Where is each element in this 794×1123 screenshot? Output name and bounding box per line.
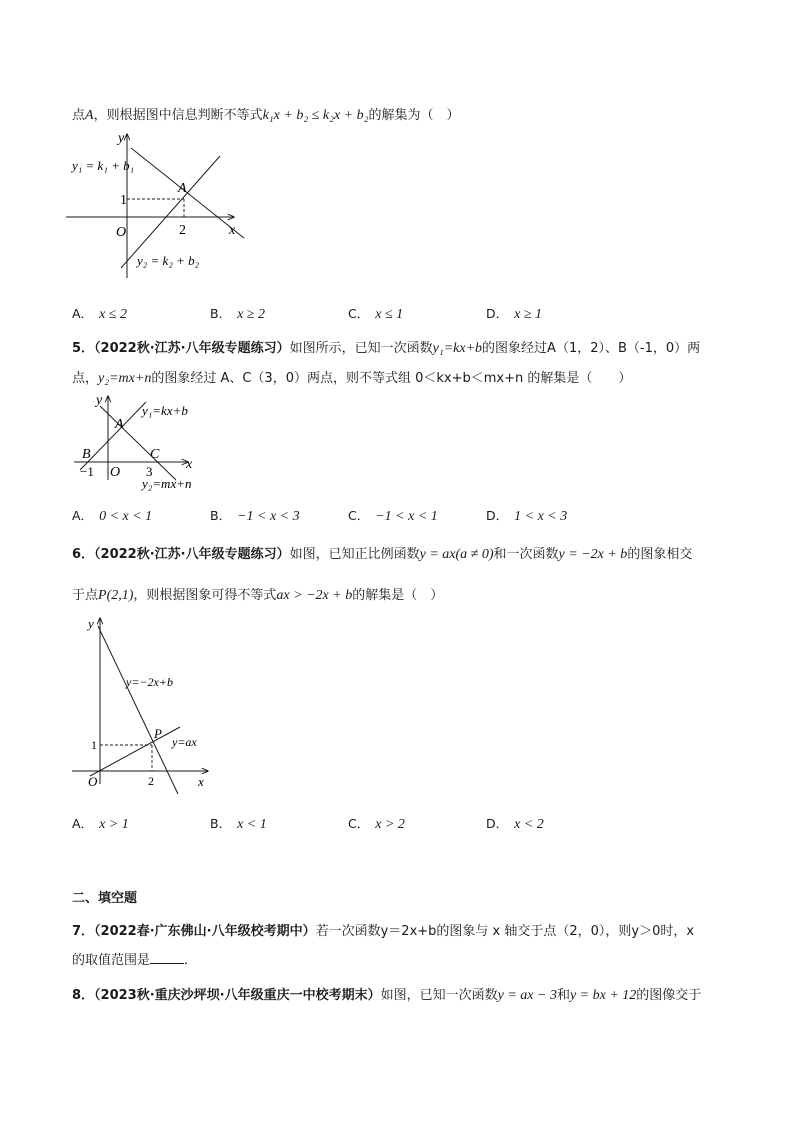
q5-stem-line2: 点，y₂=mx+n的图象经过 A、C（3，0）两点，则不等式组 0＜kx+b＜mx+n 的解集是（ ）	[72, 371, 632, 386]
section-title-fill-blank: 二、填空题	[72, 891, 138, 906]
q5-point-a: A	[115, 417, 124, 432]
q4-option-b[interactable]: B． x ≥ 2	[210, 306, 265, 322]
q6-line-ax	[90, 727, 180, 776]
q7-stem-line1: 7．（2022春·广东佛山·八年级校考期中）若一次函数y＝2x+b的图象与 x 轴交于点（2，0），则y＞0时，x	[72, 924, 695, 939]
q4-line-y2	[121, 156, 220, 268]
q6-line-steep	[98, 626, 178, 794]
q6-option-a[interactable]: A． x > 1	[72, 816, 129, 832]
q5-point-c: C	[150, 447, 160, 462]
q5-source: （2022秋·江苏·八年级专题练习）	[94, 341, 290, 356]
q5-stem-line1: 5．（2022秋·江苏·八年级专题练习）如图所示，已知一次函数y₁=kx+b的图象经过A（1，2）、B（-1，0）两	[72, 341, 701, 356]
q6-point-p: P	[154, 726, 162, 741]
q4-option-d[interactable]: D． x ≥ 1	[486, 306, 543, 322]
q4-line2-label: y₂ = k₂ + b₂	[137, 253, 200, 268]
q5-tick-neg1: −1	[80, 464, 94, 479]
q5-figure	[70, 392, 220, 494]
q4-y-label: y	[118, 131, 125, 146]
q5-x-label: x	[186, 457, 193, 472]
q7-answer-blank[interactable]	[150, 951, 184, 964]
q6-figure	[70, 614, 220, 800]
q4-origin: O	[116, 225, 127, 240]
q8-number: 8．	[72, 988, 95, 1003]
q4-option-a[interactable]: A． x ≤ 2	[72, 306, 127, 322]
q6-option-d[interactable]: D． x < 2	[486, 816, 544, 832]
q5-option-c[interactable]: C． −1 < x < 1	[348, 508, 438, 524]
q4-x-label: x	[229, 223, 236, 238]
q6-stem-line1: 6．（2022秋·江苏·八年级专题练习）如图，已知正比例函数y = ax(a ≠ 0)和一次函数y = −2x + b的图象相交	[72, 547, 693, 562]
q6-number: 6．	[72, 547, 95, 562]
q4-stem: 点A，则根据图中信息判断不等式k₁x + b₂ ≤ k₂x + b₂的解集为（ ）	[72, 108, 460, 123]
q5-option-d[interactable]: D． 1 < x < 3	[486, 508, 568, 524]
q8-stem-line1: 8．（2023秋·重庆沙坪坝·八年级重庆一中校考期末）如图，已知一次函数y = ax − 3和y = bx + 12的图像交于	[72, 988, 702, 1003]
q7-stem-line2: 的取值范围是 ．	[72, 953, 198, 968]
q5-line2-label: y₂=mx+n	[142, 476, 192, 491]
q6-line1-label: y=−2x+b	[126, 675, 173, 689]
q6-origin: O	[88, 774, 98, 789]
q8-source: （2023秋·重庆沙坪坝·八年级重庆一中校考期末）	[94, 988, 381, 1003]
q6-option-b[interactable]: B． x < 1	[210, 816, 267, 832]
q5-origin: O	[110, 465, 121, 480]
q4-option-c[interactable]: C． x ≤ 1	[348, 306, 404, 322]
q5-option-b[interactable]: B． −1 < x < 3	[210, 508, 300, 524]
q7-source: （2022春·广东佛山·八年级校考期中）	[94, 924, 316, 939]
q7-number: 7．	[72, 924, 95, 939]
q6-option-c[interactable]: C． x > 2	[348, 816, 405, 832]
q5-point-b: B	[82, 447, 91, 462]
q6-line2-label: y=ax	[172, 735, 197, 749]
q6-tick-y: 1	[91, 738, 97, 752]
q6-x-label: x	[198, 774, 204, 789]
q5-tick-3: 3	[146, 464, 153, 479]
q4-point-a: A	[178, 181, 187, 196]
q4-tick-x: 2	[179, 223, 186, 238]
q6-source: （2022秋·江苏·八年级专题练习）	[94, 547, 290, 562]
q4-inequality: k₁x + b₂ ≤ k₂x + b₂	[262, 108, 369, 123]
q5-option-a[interactable]: A． 0 < x < 1	[72, 508, 153, 524]
q4-tick-y: 1	[120, 193, 127, 208]
q6-y-label: y	[88, 616, 94, 631]
q5-number: 5．	[72, 341, 95, 356]
q6-tick-x: 2	[148, 774, 154, 788]
q4-figure	[66, 128, 256, 290]
q6-stem-line2: 于点P(2,1)，则根据图象可得不等式ax > −2x + b的解集是（ ）	[72, 588, 444, 603]
q4-line1-label: y₁ = k₁ + b₁	[72, 158, 135, 173]
q5-y-label: y	[96, 393, 103, 408]
q4-point-label: A	[85, 108, 94, 123]
q5-line1-label: y₁=kx+b	[142, 403, 188, 418]
